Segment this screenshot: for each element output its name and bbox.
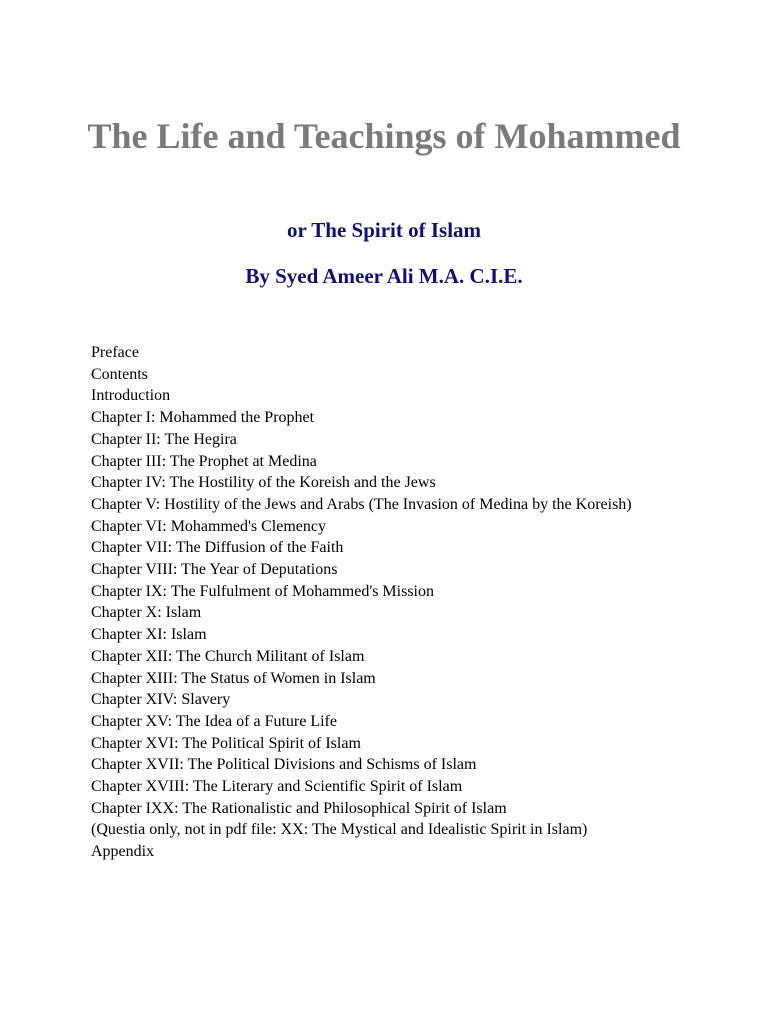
toc-entry-chapter-17: Chapter XVII: The Political Divisions and Schisms of Islam bbox=[91, 756, 477, 774]
toc-entry-questia-note: (Questia only, not in pdf file: XX: The Mystical and Idealistic Spirit in Islam) bbox=[91, 821, 588, 839]
toc-entry-chapter-13: Chapter XIII: The Status of Women in Islam bbox=[91, 669, 376, 687]
toc-entry-chapter-9: Chapter IX: The Fulfulment of Mohammed's Mission bbox=[91, 582, 434, 600]
toc-entry-chapter-18: Chapter XVIII: The Literary and Scientific Spirit of Islam bbox=[91, 778, 463, 796]
toc-entry-chapter-19: Chapter IXX: The Rationalistic and Philosophical Spirit of Islam bbox=[91, 799, 507, 817]
toc-entry-introduction: Introduction bbox=[91, 387, 171, 405]
toc-entry-chapter-4: Chapter IV: The Hostility of the Koreish and the Jews bbox=[91, 474, 436, 492]
toc-entry-chapter-14: Chapter XIV: Slavery bbox=[91, 691, 231, 709]
table-of-contents bbox=[91, 342, 691, 863]
toc-entry-chapter-12: Chapter XII: The Church Militant of Islam bbox=[91, 647, 365, 665]
toc-entry-chapter-1: Chapter I: Mohammed the Prophet bbox=[91, 409, 315, 427]
toc-entry-chapter-7: Chapter VII: The Diffusion of the Faith bbox=[91, 539, 344, 557]
toc-entry-appendix: Appendix bbox=[91, 843, 155, 861]
toc-entry-chapter-3: Chapter III: The Prophet at Medina bbox=[91, 452, 317, 470]
document-author: By Syed Ameer Ali M.A. C.I.E. bbox=[245, 264, 523, 288]
toc-entry-chapter-2: Chapter II: The Hegira bbox=[91, 430, 237, 448]
toc-entry-chapter-15: Chapter XV: The Idea of a Future Life bbox=[91, 712, 337, 730]
document-subtitle: or The Spirit of Islam bbox=[286, 218, 482, 242]
toc-entry-chapter-8: Chapter VIII: The Year of Deputations bbox=[91, 561, 338, 579]
toc-entry-chapter-11: Chapter XI: Islam bbox=[91, 626, 207, 644]
toc-entry-chapter-16: Chapter XVI: The Political Spirit of Islam bbox=[91, 734, 361, 752]
toc-entry-chapter-5: Chapter V: Hostility of the Jews and Arabs (The Invasion of Medina by the Koreish) bbox=[91, 495, 632, 513]
toc-entry-chapter-6: Chapter VI: Mohammed's Clemency bbox=[91, 517, 326, 535]
document-title: The Life and Teachings of Mohammed bbox=[87, 116, 681, 156]
toc-entry-preface: Preface bbox=[91, 344, 139, 361]
toc-entry-contents: Contents bbox=[91, 365, 148, 383]
toc-entry-chapter-10: Chapter X: Islam bbox=[91, 604, 202, 622]
